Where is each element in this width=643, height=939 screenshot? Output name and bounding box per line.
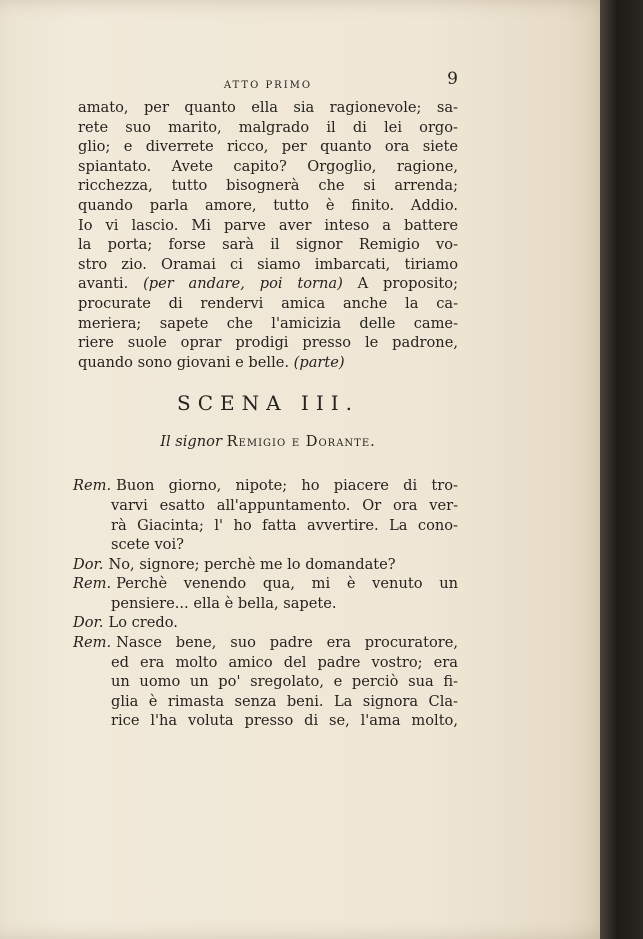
characters-prefix: Il signor [160,433,222,451]
running-title: ATTO PRIMO [223,80,313,91]
dialogue-text: No, signore; perchè me lo domandate? [108,555,396,573]
dialogue-turn [73,555,458,575]
dialogue-turn [73,574,458,613]
text-line-with-stage-direction [78,353,458,373]
text-line: stro zio. Oramai ci siamo imbarcati, tiriamo [78,255,458,273]
dialogue-line: ed era molto amico del padre vostro; era [111,653,458,671]
dialogue-line: pensiere... ella è bella, sapete. [111,594,337,612]
speaker-label: Dor. [73,614,104,632]
text-line: procurate di rendervi amica anche la ca- [78,294,458,312]
text-line: glio; e diverrete ricco, per quanto ora siete [78,138,458,156]
speaker-label: Dor. [73,555,104,573]
text-line: Io vi lascio. Mi parve aver inteso a battere [78,216,458,234]
dialogue-line: scete voi? [111,536,184,554]
dialogue-line: rà Giacinta; l' ho fatta avvertire. La cono- [111,516,458,534]
text-fragment: quando sono giovani e belle. [78,353,290,371]
dialogue-text: Nasce bene, suo padre era procuratore, [116,634,458,652]
dialogue-first-line [73,613,458,633]
stage-direction: (parte) [293,353,345,371]
dialogue-first-line [73,633,458,653]
book-spine-shadow [600,0,643,939]
text-line: rete suo marito, malgrado il di lei orgo- [78,118,458,136]
dialogue-line: rice l'ha voluta presso di se, l'ama molto, [111,712,458,730]
page-header [78,69,458,98]
text-fragment: A proposito; [357,275,459,293]
dialogue-first-line [73,555,458,575]
dialogue-text: Perchè venendo qua, mi è venuto un [116,575,458,593]
speaker-label: Rem. [73,477,112,495]
dialogue-line: varvi esatto all'appuntamento. Or ora ver- [111,496,458,514]
dialogue-turn [73,633,458,731]
text-line: riere suole oprar prodigi presso le padrone, [78,334,458,352]
dialogue-line: glia è rimasta senza beni. La signora Cla- [111,692,458,710]
characters-names: Remigio e Dorante. [226,433,376,451]
dialogue-first-line [73,476,458,496]
stage-direction: (per andare, poi torna) [143,275,343,293]
text-line: quando parla amore, tutto è finito. Addio. [78,196,458,214]
text-fragment: avanti. [78,275,129,293]
dialogue-first-line [73,574,458,594]
text-line: spiantato. Avete capito? Orgoglio, ragione, [78,157,458,175]
text-line: meriera; sapete che l'amicizia delle came- [78,314,458,332]
speaker-label: Rem. [73,634,112,652]
dialogue [73,476,458,731]
text-line: amato, per quanto ella sia ragionevole; sa- [78,99,458,116]
dialogue-text: Lo credo. [108,614,178,632]
text-line-with-stage-direction [78,274,458,294]
scene-characters [78,432,458,456]
text-line: ricchezza, tutto bisognerà che si arrenda; [78,177,458,195]
dialogue-turn [73,613,458,633]
monologue [78,98,458,372]
text-line: la porta; forse sarà il signor Remigio vo- [78,236,458,254]
dialogue-line: un uomo un po' sregolato, e perciò sua fi- [111,673,458,691]
scene-title: SCENA III. [177,391,359,416]
dialogue-text: Buon giorno, nipote; ho piacere di tro- [116,477,458,495]
speaker-label: Rem. [73,575,112,593]
dialogue-turn [73,476,458,554]
page-text-block [73,69,459,731]
page-number: 9 [447,69,458,89]
